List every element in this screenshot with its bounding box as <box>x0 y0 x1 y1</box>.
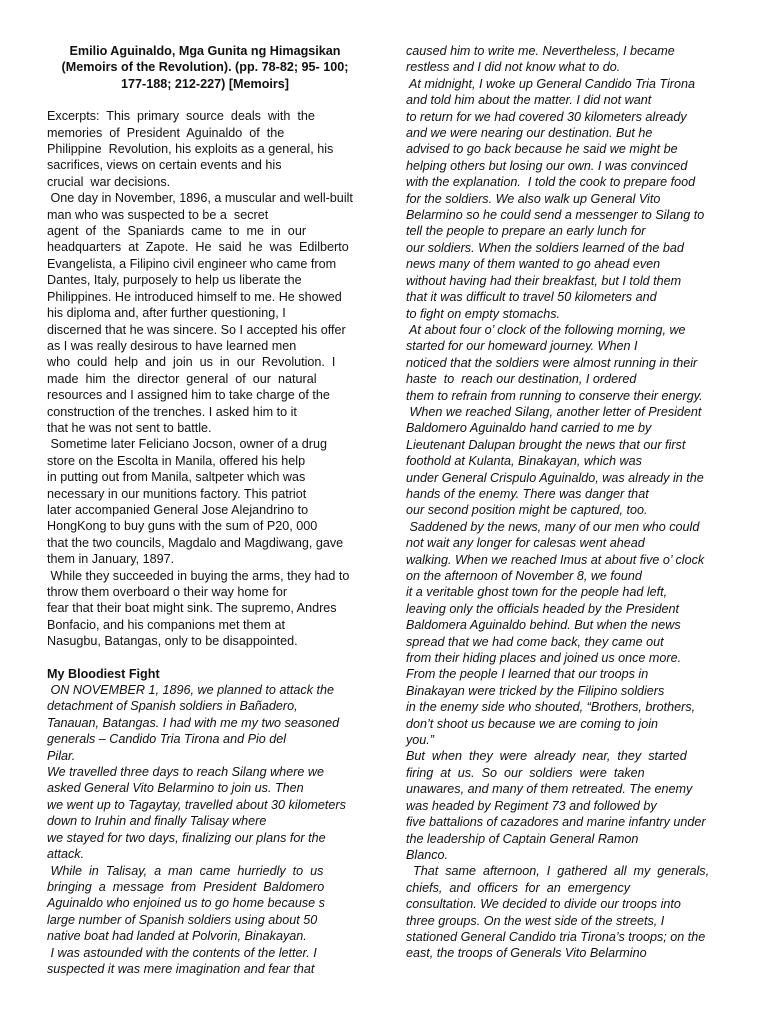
text-line: Binakayan were tricked by the Filipino soldiers <box>406 683 665 698</box>
text-line: leaving only the officials headed by the President <box>406 601 680 616</box>
text-line: memories of President Aguinaldo of the <box>47 125 285 140</box>
text-line: it a veritable ghost town for the people had left, <box>406 585 668 600</box>
text-line: we went up to Tagaytay, travelled about 30 kilometers <box>47 797 346 812</box>
text-line: Philippine Revolution, his exploits as a general, his <box>47 142 334 157</box>
text-line: While in Talisay, a man came hurriedly to us <box>47 863 324 878</box>
text-line: you.” <box>406 733 434 748</box>
text-line: five battalions of cazadores and marine infantry under <box>406 815 706 830</box>
text-line: Nasugbu, Batangas, only to be disappointed. <box>47 634 298 649</box>
text-line: Pilar. <box>47 748 76 763</box>
text-line: I was astounded with the contents of the letter. I <box>47 945 317 960</box>
text-line: resources and I assigned him to take charge of the <box>47 388 330 403</box>
text-line: noticed that the soldiers were almost running in their <box>406 355 698 370</box>
text-line: east, the troops of Generals Vito Belarmino <box>406 946 647 961</box>
title-line: Emilio Aguinaldo, Mga Gunita ng Himagsikan <box>69 44 341 58</box>
text-line: Baldomero Aguinaldo hand carried to me by <box>406 421 652 436</box>
text-line: spread that we had come back, they came out <box>406 634 664 649</box>
text-line: them to refrain from running to conserve their energy. <box>406 388 703 403</box>
text-line: consultation. We decided to divide our troops into <box>406 897 681 912</box>
text-line: HongKong to buy guns with the sum of P20, 000 <box>47 519 318 534</box>
text-line: for the soldiers. We also walk up General Vito <box>406 191 661 206</box>
text-line: that he was not sent to battle. <box>47 420 212 435</box>
text-line: native boat had landed at Polvorin, Binakayan. <box>47 929 307 944</box>
text-line: throw them overboard o their way home for <box>47 585 288 599</box>
text-line: detachment of Spanish soldiers in Bañadero, <box>47 699 298 714</box>
fight-text-right <box>406 43 718 962</box>
text-line: stationed General Candido tria Tirona’s troops; on the <box>406 929 706 944</box>
text-line: Tanauan, Batangas. I had with me my two seasoned <box>47 715 340 730</box>
text-line: we stayed for two days, finalizing our plans for the <box>47 830 326 845</box>
text-line: to fight on empty stomachs. <box>406 306 560 321</box>
text-line: that the two councils, Magdalo and Magdiwang, gave <box>47 535 344 550</box>
text-line: asked General Vito Belarmino to join us. Then <box>47 781 304 796</box>
text-line: suspected it was mere imagination and fear that <box>47 961 315 976</box>
left-column <box>47 43 363 977</box>
text-line: walking. When we reached Imus at about five o’ clock <box>406 552 705 567</box>
text-line: chiefs, and officers for an emergency <box>406 880 630 895</box>
text-line: necessary in our munitions factory. This patriot <box>47 486 307 501</box>
fight-text-left <box>47 682 363 977</box>
text-line: don’t shoot us because we are coming to join <box>406 716 659 731</box>
text-line: Saddened by the news, many of our men who could <box>406 519 700 534</box>
text-line: But when they were already near, they started <box>406 749 687 764</box>
text-line: Baldomera Aguinaldo behind. But when the news <box>406 618 681 633</box>
text-line: three groups. On the west side of the streets, I <box>406 913 665 928</box>
text-line: them in January, 1897. <box>47 552 175 567</box>
title-line: (Memoirs of the Revolution). (pp. 78-82; 95- 100; <box>61 60 349 75</box>
text-line: without having had their breakfast, but I told them <box>406 273 682 288</box>
text-line: headquarters at Zapote. He said he was Edilberto <box>47 240 349 255</box>
text-line: helping others but losing our own. I was convinced <box>406 158 688 173</box>
text-line: We travelled three days to reach Silang where we <box>47 765 324 780</box>
text-line: firing at us. So our soldiers were taken <box>406 765 645 780</box>
text-line: attack. <box>47 847 85 862</box>
text-line: that it was difficult to travel 50 kilometers and <box>406 290 657 305</box>
text-line: That same afternoon, I gathered all my generals, <box>406 864 710 879</box>
text-line: was headed by Regiment 73 and followed by <box>406 798 657 813</box>
text-line: Blanco. <box>406 847 449 862</box>
text-line: under General Crispulo Aguinaldo, was already in the <box>406 470 704 485</box>
text-line: and we were nearing our destination. But he <box>406 126 653 141</box>
text-line: foothold at Kulanta, Binakayan, which was <box>406 454 642 469</box>
text-line: haste to reach our destination, I ordered <box>406 372 637 387</box>
text-line: From the people I learned that our troops in <box>406 667 649 682</box>
text-line: news many of them wanted to go ahead even <box>406 257 661 272</box>
text-line: restless and I did not know what to do. <box>406 60 621 75</box>
text-line: later accompanied General Jose Alejandrino to <box>47 502 309 517</box>
section-heading: My Bloodiest Fight <box>47 666 160 681</box>
text-line: started for our homeward journey. When I <box>406 339 638 354</box>
text-line: who could help and join us in our Revolution. I <box>47 355 336 370</box>
text-line: in putting out from Manila, saltpeter which was <box>47 470 306 485</box>
text-line: hands of the enemy. There was danger that <box>406 486 649 501</box>
text-line: At about four o’ clock of the following morning, we <box>406 322 686 337</box>
text-line: discerned that he was sincere. So I accepted his offer <box>47 322 346 337</box>
title-line: 177-188; 212-227) [Memoirs] <box>121 76 289 91</box>
text-line: Excerpts: This primary source deals with the <box>47 109 315 124</box>
text-line: tell the people to prepare an early lunch for <box>406 224 646 239</box>
text-line: on the afternoon of November 8, we found <box>406 569 642 583</box>
text-line: from their hiding places and joined us once more. <box>406 651 682 666</box>
text-line: Philippines. He introduced himself to me. He showed <box>47 289 342 304</box>
text-line: Evangelista, a Filipino civil engineer who came from <box>47 256 337 271</box>
text-line: sacrifices, views on certain events and his <box>47 158 282 173</box>
text-line: not wait any longer for calesas went ahead <box>406 536 645 551</box>
text-line: advised to go back because he said we might be <box>406 142 678 157</box>
text-line: One day in November, 1896, a muscular and well-built <box>47 191 353 206</box>
text-line: to return for we had covered 30 kilometers already <box>406 109 687 124</box>
text-line: man who was suspected to be a secret <box>47 207 269 222</box>
text-line: as I was really desirous to have learned men <box>47 338 297 353</box>
text-line: Lieutenant Dalupan brought the news that our first <box>406 437 686 452</box>
text-line: Bonfacio, and his companions met them at <box>47 617 286 632</box>
text-line: store on the Escolta in Manila, offered his help <box>47 453 306 468</box>
text-line: made him the director general of our natural <box>47 371 317 386</box>
text-line: down to Iruhin and finally Talisay where <box>47 814 267 829</box>
text-line: fear that their boat might sink. The supremo, Andres <box>47 601 337 616</box>
right-column <box>406 43 718 962</box>
text-line: bringing a message from President Baldomero <box>47 879 325 894</box>
text-line: unawares, and many of them retreated. The enemy <box>406 782 693 797</box>
document-title <box>47 43 363 92</box>
text-line: Aguinaldo who enjoined us to go home because s <box>47 896 325 911</box>
text-line: and told him about the matter. I did not want <box>406 93 652 108</box>
intro-text <box>47 108 363 649</box>
text-line: Belarmino so he could send a messenger to Silang to <box>406 208 705 223</box>
text-line: the leadership of Captain General Ramon <box>406 831 639 846</box>
text-line: with the explanation. I told the cook to prepare food <box>406 175 696 190</box>
text-line: our second position might be captured, too. <box>406 503 648 518</box>
text-line: our soldiers. When the soldiers learned of the bad <box>406 240 684 255</box>
text-line: agent of the Spaniards came to me in our <box>47 224 307 239</box>
text-line: Dantes, Italy, purposely to help us liberate the <box>47 273 302 288</box>
text-line: caused him to write me. Nevertheless, I became <box>406 44 675 58</box>
text-line: ON NOVEMBER 1, 1896, we planned to attack the <box>47 683 335 698</box>
text-line: large number of Spanish soldiers using about 50 <box>47 912 318 927</box>
text-line: in the enemy side who shouted, “Brothers, brothers, <box>406 700 696 715</box>
text-line: At midnight, I woke up General Candido Tria Tirona <box>406 76 695 91</box>
text-line: When we reached Silang, another letter of President <box>406 404 702 419</box>
text-line: While they succeeded in buying the arms, they had to <box>47 568 350 583</box>
text-line: construction of the trenches. I asked him to it <box>47 404 297 419</box>
text-line: crucial war decisions. <box>47 174 171 189</box>
text-line: Sometime later Feliciano Jocson, owner of a drug <box>47 437 327 452</box>
text-line: his diploma and, after further questioning, I <box>47 306 286 321</box>
text-line: generals – Candido Tria Tirona and Pio del <box>47 732 287 747</box>
